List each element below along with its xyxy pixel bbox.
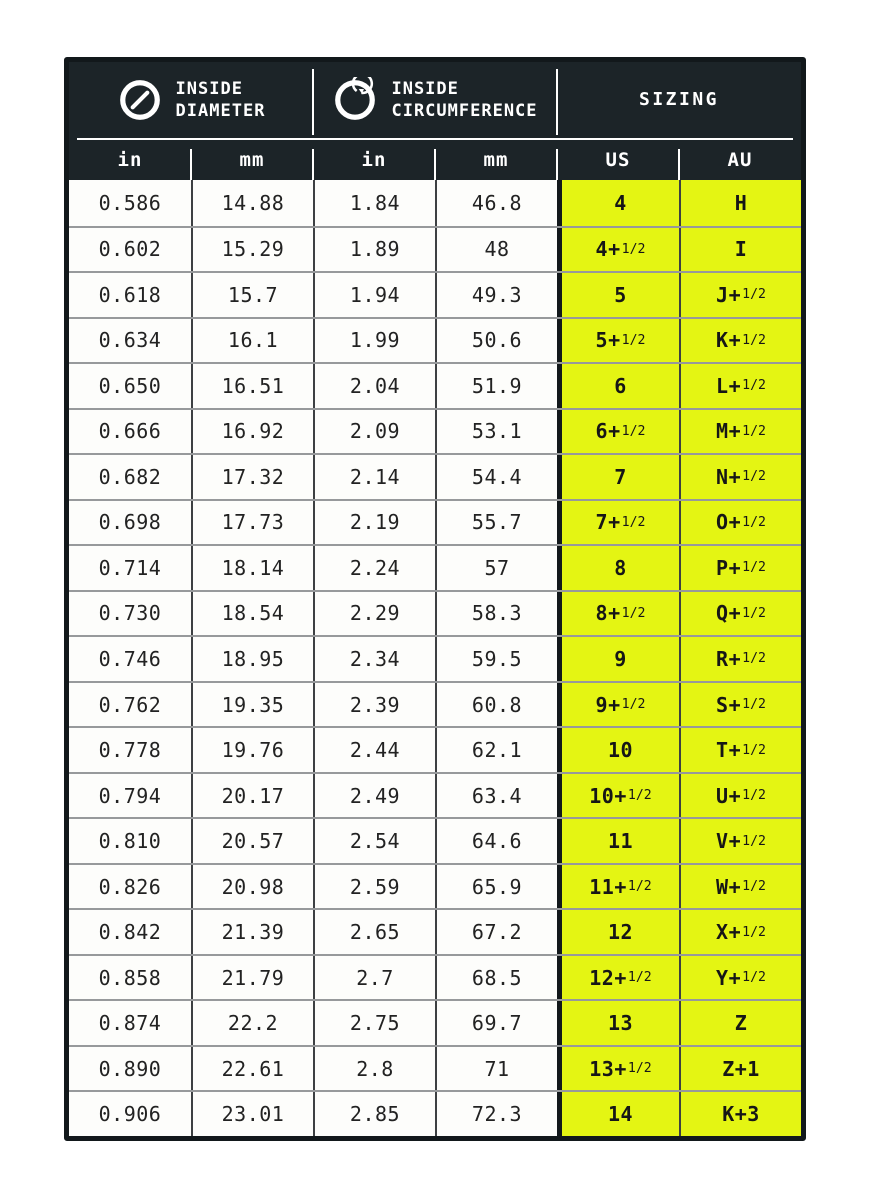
cell-circumference-mm: 72.3 (435, 1092, 557, 1136)
cell-circumference-in: 2.85 (313, 1092, 435, 1136)
cell-size-us: 9+ 1/2 (557, 683, 679, 727)
cell-size-au: U+ 1/2 (679, 774, 801, 818)
cell-circumference-in: 2.75 (313, 1001, 435, 1045)
half-fraction: 1/2 (627, 1061, 652, 1077)
cell-diameter-mm: 16.92 (191, 410, 313, 454)
cell-circumference-mm: 46.8 (435, 180, 557, 226)
cell-diameter-in: 0.714 (69, 546, 191, 590)
cell-size-us: 11 (557, 819, 679, 863)
subheader-diameter-in: in (117, 149, 143, 171)
table-row (69, 408, 801, 454)
cell-diameter-in: 0.682 (69, 455, 191, 499)
half-fraction: 1/2 (742, 469, 766, 485)
table-row (69, 863, 801, 909)
table-row (69, 635, 801, 681)
cell-diameter-in: 0.698 (69, 501, 191, 545)
cell-diameter-in: 0.890 (69, 1047, 191, 1091)
cell-size-us: 9 (557, 637, 679, 681)
cell-circumference-in: 2.04 (313, 364, 435, 408)
cell-size-us: 4 (557, 180, 679, 226)
cell-size-us: 11+ 1/2 (557, 865, 679, 909)
cell-circumference-mm: 64.6 (435, 819, 557, 863)
cell-diameter-in: 0.826 (69, 865, 191, 909)
cell-size-au: O+ 1/2 (679, 501, 801, 545)
half-fraction: 1/2 (742, 605, 766, 621)
cell-size-us: 7+ 1/2 (557, 501, 679, 545)
cell-size-au: Q+ 1/2 (679, 592, 801, 636)
header-group-inside-diameter (69, 62, 313, 138)
cell-diameter-in: 0.746 (69, 637, 191, 681)
cell-size-au: W+ 1/2 (679, 865, 801, 909)
cell-circumference-mm: 53.1 (435, 410, 557, 454)
group-label-line: CIRCUMFERENCE (391, 101, 538, 121)
half-fraction: 1/2 (742, 560, 766, 576)
half-fraction: 1/2 (742, 378, 766, 394)
cell-size-us: 4+ 1/2 (557, 228, 679, 272)
cell-size-us: 5 (557, 273, 679, 317)
cell-size-au: T+ 1/2 (679, 728, 801, 772)
cell-diameter-mm: 16.1 (191, 319, 313, 363)
half-fraction: 1/2 (621, 423, 646, 439)
cell-circumference-in: 2.34 (313, 637, 435, 681)
cell-circumference-mm: 59.5 (435, 637, 557, 681)
cell-diameter-in: 0.778 (69, 728, 191, 772)
cell-size-au: Z+1 (679, 1047, 801, 1091)
cell-circumference-mm: 67.2 (435, 910, 557, 954)
half-fraction: 1/2 (621, 514, 646, 530)
cell-diameter-mm: 17.32 (191, 455, 313, 499)
cell-diameter-mm: 21.79 (191, 956, 313, 1000)
cell-circumference-in: 2.14 (313, 455, 435, 499)
table-row (69, 772, 801, 818)
cell-diameter-in: 0.634 (69, 319, 191, 363)
cell-diameter-mm: 15.7 (191, 273, 313, 317)
half-fraction: 1/2 (742, 970, 766, 986)
cell-size-us: 10+ 1/2 (557, 774, 679, 818)
cell-size-au: K+ 1/2 (679, 319, 801, 363)
cell-diameter-mm: 16.51 (191, 364, 313, 408)
table-row (69, 999, 801, 1045)
header-group-inside-circumference (313, 62, 557, 138)
cell-size-au: J+ 1/2 (679, 273, 801, 317)
table-row (69, 226, 801, 272)
cell-circumference-in: 2.09 (313, 410, 435, 454)
half-fraction: 1/2 (627, 970, 652, 986)
cell-circumference-mm: 68.5 (435, 956, 557, 1000)
header-group-label (639, 88, 719, 111)
cell-diameter-mm: 18.14 (191, 546, 313, 590)
subheader-row (69, 140, 801, 180)
group-label-line: DIAMETER (175, 101, 266, 121)
cell-diameter-in: 0.842 (69, 910, 191, 954)
cell-circumference-mm: 54.4 (435, 455, 557, 499)
cell-diameter-in: 0.586 (69, 180, 191, 226)
cell-diameter-in: 0.794 (69, 774, 191, 818)
cell-circumference-in: 1.84 (313, 180, 435, 226)
cell-circumference-mm: 57 (435, 546, 557, 590)
cell-size-us: 12+ 1/2 (557, 956, 679, 1000)
cell-size-us: 8+ 1/2 (557, 592, 679, 636)
cell-diameter-mm: 21.39 (191, 910, 313, 954)
table-row (69, 1090, 801, 1136)
cell-circumference-mm: 65.9 (435, 865, 557, 909)
cell-circumference-in: 2.49 (313, 774, 435, 818)
cell-diameter-in: 0.666 (69, 410, 191, 454)
cell-diameter-mm: 20.57 (191, 819, 313, 863)
cell-circumference-mm: 50.6 (435, 319, 557, 363)
table-row (69, 817, 801, 863)
cell-circumference-in: 2.8 (313, 1047, 435, 1091)
cell-size-us: 6 (557, 364, 679, 408)
cell-size-us: 13 (557, 1001, 679, 1045)
cell-size-us: 7 (557, 455, 679, 499)
cell-circumference-in: 2.19 (313, 501, 435, 545)
cell-diameter-mm: 17.73 (191, 501, 313, 545)
cell-circumference-mm: 55.7 (435, 501, 557, 545)
cell-size-us: 14 (557, 1092, 679, 1136)
subheader-circumference-mm: mm (435, 140, 557, 180)
header-group-sizing (557, 62, 801, 138)
half-fraction: 1/2 (742, 651, 766, 667)
cell-diameter-in: 0.874 (69, 1001, 191, 1045)
cell-size-au: S+ 1/2 (679, 683, 801, 727)
table-row (69, 453, 801, 499)
cell-diameter-in: 0.650 (69, 364, 191, 408)
half-fraction: 1/2 (742, 514, 766, 530)
cell-diameter-mm: 23.01 (191, 1092, 313, 1136)
cell-circumference-in: 1.94 (313, 273, 435, 317)
cell-size-us: 5+ 1/2 (557, 319, 679, 363)
cell-diameter-in: 0.810 (69, 819, 191, 863)
cell-circumference-in: 2.44 (313, 728, 435, 772)
cell-diameter-mm: 20.17 (191, 774, 313, 818)
cell-circumference-in: 2.39 (313, 683, 435, 727)
half-fraction: 1/2 (742, 287, 766, 303)
cell-circumference-in: 1.89 (313, 228, 435, 272)
cell-diameter-in: 0.618 (69, 273, 191, 317)
cell-size-us: 6+ 1/2 (557, 410, 679, 454)
subheader-diameter-mm: mm (191, 140, 313, 180)
table-row (69, 726, 801, 772)
cell-diameter-mm: 22.2 (191, 1001, 313, 1045)
table-row (69, 362, 801, 408)
half-fraction: 1/2 (627, 788, 652, 804)
cell-circumference-mm: 63.4 (435, 774, 557, 818)
table-row (69, 271, 801, 317)
table-row (69, 908, 801, 954)
cell-diameter-mm: 19.35 (191, 683, 313, 727)
cell-circumference-mm: 51.9 (435, 364, 557, 408)
half-fraction: 1/2 (621, 605, 646, 621)
cell-circumference-in: 2.65 (313, 910, 435, 954)
cell-size-us: 8 (557, 546, 679, 590)
cell-size-au: I (679, 228, 801, 272)
cell-size-au: P+ 1/2 (679, 546, 801, 590)
cell-size-au: R+ 1/2 (679, 637, 801, 681)
table-header (69, 62, 801, 180)
half-fraction: 1/2 (742, 742, 766, 758)
subheader-circumference-in: in (313, 140, 435, 180)
cell-diameter-mm: 18.95 (191, 637, 313, 681)
cell-circumference-in: 1.99 (313, 319, 435, 363)
table-row (69, 499, 801, 545)
group-label-line: SIZING (638, 89, 720, 111)
table-body (69, 180, 801, 1136)
half-fraction: 1/2 (742, 833, 766, 849)
cell-circumference-mm: 62.1 (435, 728, 557, 772)
diameter-icon (117, 77, 163, 123)
cell-size-au: M+ 1/2 (679, 410, 801, 454)
table-row (69, 590, 801, 636)
half-fraction: 1/2 (627, 879, 652, 895)
cell-size-au: X+ 1/2 (679, 910, 801, 954)
cell-diameter-mm: 20.98 (191, 865, 313, 909)
table-row (69, 954, 801, 1000)
table-row (69, 681, 801, 727)
cell-circumference-mm: 60.8 (435, 683, 557, 727)
half-fraction: 1/2 (742, 697, 766, 713)
cell-size-au: L+ 1/2 (679, 364, 801, 408)
cell-circumference-in: 2.29 (313, 592, 435, 636)
cell-diameter-mm: 18.54 (191, 592, 313, 636)
header-group-label (176, 78, 266, 122)
cell-size-us: 10 (557, 728, 679, 772)
cell-circumference-in: 2.7 (313, 956, 435, 1000)
cell-size-au: K+3 (679, 1092, 801, 1136)
table-row (69, 1045, 801, 1091)
half-fraction: 1/2 (742, 879, 766, 895)
cell-circumference-mm: 69.7 (435, 1001, 557, 1045)
group-label-line: INSIDE (391, 78, 459, 99)
cell-diameter-in: 0.602 (69, 228, 191, 272)
group-label-line: INSIDE (175, 78, 243, 99)
header-group-row (69, 62, 801, 138)
subheader-sizing-au: AU (679, 140, 801, 180)
cell-size-au: Z (679, 1001, 801, 1045)
cell-size-au: V+ 1/2 (679, 819, 801, 863)
cell-diameter-mm: 14.88 (191, 180, 313, 226)
cell-diameter-in: 0.730 (69, 592, 191, 636)
cell-diameter-in: 0.762 (69, 683, 191, 727)
cell-diameter-mm: 22.61 (191, 1047, 313, 1091)
half-fraction: 1/2 (621, 241, 646, 257)
cell-size-au: Y+ 1/2 (679, 956, 801, 1000)
table-row (69, 317, 801, 363)
cell-circumference-in: 2.54 (313, 819, 435, 863)
half-fraction: 1/2 (742, 924, 766, 940)
cell-size-au: N+ 1/2 (679, 455, 801, 499)
cell-circumference-mm: 58.3 (435, 592, 557, 636)
cell-circumference-in: 2.24 (313, 546, 435, 590)
cell-diameter-mm: 19.76 (191, 728, 313, 772)
half-fraction: 1/2 (621, 332, 646, 348)
cell-circumference-mm: 49.3 (435, 273, 557, 317)
cell-diameter-in: 0.858 (69, 956, 191, 1000)
cell-size-us: 12 (557, 910, 679, 954)
cell-circumference-in: 2.59 (313, 865, 435, 909)
subheader-sizing-us: US (557, 140, 679, 180)
cell-size-au: H (679, 180, 801, 226)
header-group-label (391, 78, 537, 122)
cell-size-us: 13+ 1/2 (557, 1047, 679, 1091)
cell-circumference-mm: 48 (435, 228, 557, 272)
circumference-icon (332, 77, 378, 123)
half-fraction: 1/2 (742, 423, 766, 439)
half-fraction: 1/2 (621, 697, 646, 713)
table-row (69, 180, 801, 226)
cell-diameter-in: 0.906 (69, 1092, 191, 1136)
cell-diameter-mm: 15.29 (191, 228, 313, 272)
cell-circumference-mm: 71 (435, 1047, 557, 1091)
half-fraction: 1/2 (742, 788, 766, 804)
ring-size-chart (64, 57, 806, 1141)
table-row (69, 544, 801, 590)
half-fraction: 1/2 (742, 332, 766, 348)
